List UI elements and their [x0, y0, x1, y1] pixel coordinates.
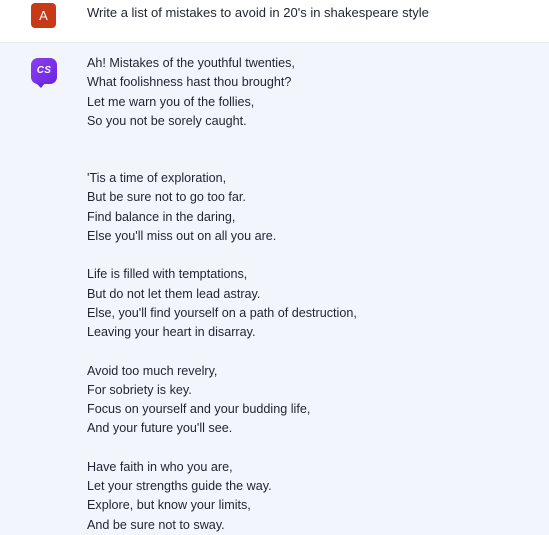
poem-stanza	[87, 54, 527, 131]
poem-line: And your future you'll see.	[87, 421, 233, 436]
assistant-message-row	[0, 43, 549, 535]
poem-line: Let me warn you of the follies,	[87, 94, 255, 109]
poem-stanza	[87, 265, 527, 342]
poem-line: Ah! Mistakes of the youthful twenties,	[87, 56, 295, 70]
assistant-response	[87, 54, 527, 535]
poem-line: For sobriety is key.	[87, 382, 192, 397]
assistant-avatar: CS	[31, 58, 57, 84]
poem-line: Have faith in who you are,	[87, 459, 233, 474]
poem-line: Else, you'll find yourself on a path of destruction,	[87, 305, 357, 320]
poem-line: 'Tis a time of exploration,	[87, 171, 227, 186]
poem-stanza	[87, 169, 527, 246]
poem-line: Else you'll miss out on all you are.	[87, 229, 277, 244]
poem-line: Life is filled with temptations,	[87, 267, 248, 282]
poem-stanza	[87, 458, 527, 535]
poem-line: Find balance in the daring,	[87, 209, 236, 224]
user-message-row	[0, 0, 549, 43]
user-avatar: A	[31, 3, 56, 28]
poem-line: And be sure not to sway.	[87, 517, 225, 532]
poem-line: What foolishness hast thou brought?	[87, 75, 292, 90]
poem-line: But do not let them lead astray.	[87, 286, 261, 301]
poem-line: Explore, but know your limits,	[87, 498, 251, 513]
poem-line: But be sure not to go too far.	[87, 190, 246, 205]
poem-line: So you not be sorely caught.	[87, 113, 247, 128]
poem-line: Focus on yourself and your budding life,	[87, 402, 311, 417]
poem-line: Let your strengths guide the way.	[87, 479, 272, 494]
poem-line: Avoid too much revelry,	[87, 363, 218, 378]
poem-line: Leaving your heart in disarray.	[87, 325, 256, 340]
user-message-text: Write a list of mistakes to avoid in 20's in shakespeare style	[87, 5, 429, 20]
poem-stanza	[87, 362, 527, 439]
